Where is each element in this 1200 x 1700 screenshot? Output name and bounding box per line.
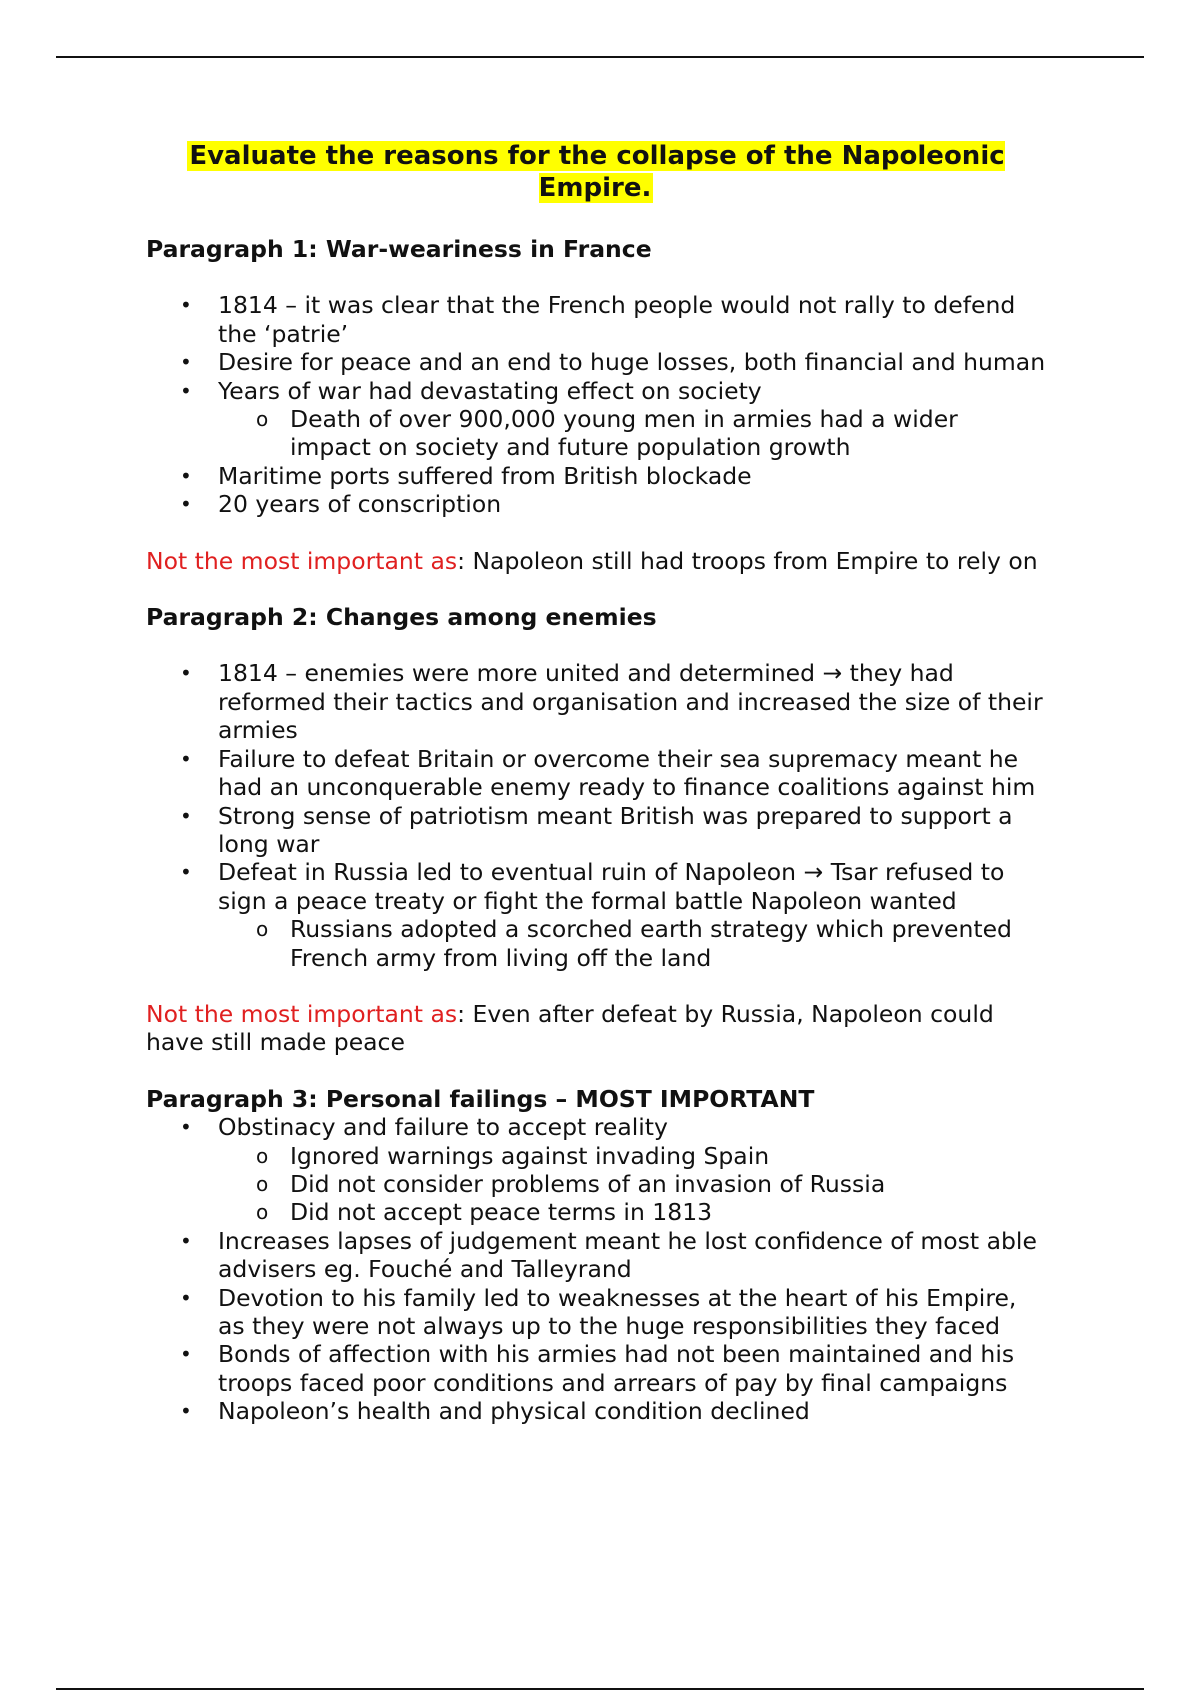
document-body <box>146 140 1046 1426</box>
note-text: : Napoleon still had troops from Empire to rely on <box>457 546 1038 575</box>
bullet-icon: • <box>180 378 192 403</box>
bullet-icon: • <box>180 1115 192 1140</box>
list-item-text: 1814 – it was clear that the French people would not rally to defend the ‘patrie’ <box>218 291 1016 348</box>
list-item-text: Obstinacy and failure to accept reality <box>218 1113 668 1142</box>
list-item-text: Increases lapses of judgement meant he lost confidence of most able advisers eg. Fouché and Talleyrand <box>218 1226 1037 1284</box>
sub-list-item <box>218 915 1046 972</box>
bullet-list <box>146 659 1046 971</box>
section-paragraph-2 <box>146 603 1046 1057</box>
list-item <box>146 1284 1046 1341</box>
list-item <box>146 659 1046 744</box>
sub-list <box>218 1142 1046 1227</box>
list-item-text: 20 years of conscription <box>218 490 502 519</box>
note-label: Not the most important as <box>146 999 458 1028</box>
bullet-list <box>146 1113 1046 1425</box>
page-title-text: Evaluate the reasons for the collapse of the Napoleonic Empire. <box>189 141 1005 203</box>
list-item <box>146 745 1046 802</box>
bullet-icon: • <box>180 492 192 517</box>
list-item-text: Strong sense of patriotism meant British was prepared to support a long war <box>218 801 1013 858</box>
bullet-icon: • <box>180 350 192 375</box>
list-item <box>146 802 1046 859</box>
sub-list-item <box>218 1142 1046 1170</box>
sub-bullet-icon: o <box>256 1171 269 1196</box>
sub-bullet-icon: o <box>256 407 269 432</box>
sub-list <box>218 915 1046 972</box>
sub-list-item <box>218 405 1046 462</box>
bullet-icon: • <box>180 661 192 686</box>
sub-list-item-text: Did not consider problems of an invasion of Russia <box>290 1169 886 1198</box>
bullet-icon: • <box>180 803 192 828</box>
sub-list-item-text: Ignored warnings against invading Spain <box>290 1141 770 1170</box>
evaluation-note <box>146 547 1046 575</box>
bullet-icon: • <box>180 293 192 318</box>
sub-bullet-icon: o <box>256 1143 269 1168</box>
list-item-text: 1814 – enemies were more united and determined → they had reformed their tactics and organisation and increased the size of their armies <box>218 659 1043 745</box>
sub-list-item-text: Death of over 900,000 young men in armies had a wider impact on society and future population growth <box>290 405 958 462</box>
bullet-icon: • <box>180 1285 192 1310</box>
list-item-text: Napoleon’s health and physical condition declined <box>218 1397 810 1426</box>
list-item-text: Devotion to his family led to weaknesses at the heart of his Empire, as they were not always up to the huge responsibilities they faced <box>218 1283 1017 1340</box>
sub-list-item <box>218 1170 1046 1198</box>
bullet-icon: • <box>180 1399 192 1424</box>
section-paragraph-3 <box>146 1085 1046 1426</box>
header-rule <box>56 56 1144 58</box>
list-item <box>146 1397 1046 1425</box>
list-item-text: Maritime ports suffered from British blockade <box>218 461 752 490</box>
list-item <box>146 1340 1046 1397</box>
section-heading: Paragraph 1: War-weariness in France <box>146 235 652 263</box>
list-item <box>146 462 1046 490</box>
evaluation-note <box>146 1000 1046 1057</box>
page-title <box>146 140 1046 204</box>
bullet-icon: • <box>180 1228 192 1253</box>
list-item-text: Defeat in Russia led to eventual ruin of Napoleon → Tsar refused to sign a peace treaty or fight the formal battle Napoleon wanted <box>218 858 1005 915</box>
list-item <box>146 291 1046 348</box>
list-item-text: Bonds of affection with his armies had not been maintained and his troops faced poor conditions and arrears of pay by final campaigns <box>218 1340 1015 1397</box>
list-item <box>146 377 1046 462</box>
section-heading: Paragraph 2: Changes among enemies <box>146 603 657 632</box>
list-item <box>146 1227 1046 1284</box>
sub-list-item-text: Did not accept peace terms in 1813 <box>290 1198 713 1227</box>
list-item <box>146 490 1046 518</box>
list-item <box>146 348 1046 376</box>
bullet-list <box>146 291 1046 518</box>
list-item-text: Years of war had devastating effect on society <box>218 376 762 405</box>
sub-list-item <box>218 1198 1046 1226</box>
sub-list-item-text: Russians adopted a scorched earth strategy which prevented French army from living off the land <box>290 915 1012 972</box>
bullet-icon: • <box>180 860 192 885</box>
sub-bullet-icon: o <box>256 1200 269 1225</box>
sub-bullet-icon: o <box>256 917 269 942</box>
section-heading: Paragraph 3: Personal failings – MOST IMPORTANT <box>146 1084 815 1113</box>
bullet-icon: • <box>180 746 192 771</box>
footer-rule <box>56 1688 1144 1690</box>
note-label: Not the most important as <box>146 546 458 575</box>
bullet-icon: • <box>180 1342 192 1367</box>
list-item-text: Desire for peace and an end to huge losses, both financial and human <box>218 348 1046 377</box>
section-paragraph-1 <box>146 235 1046 575</box>
sub-list <box>218 405 1046 462</box>
list-item <box>146 858 1046 972</box>
list-item-text: Failure to defeat Britain or overcome their sea supremacy meant he had an unconquerable enemy ready to finance coalitions against him <box>218 744 1036 802</box>
bullet-icon: • <box>180 463 192 488</box>
note-text: : Even after defeat by Russia, Napoleon could have still made peace <box>146 999 994 1057</box>
list-item <box>146 1113 1046 1227</box>
